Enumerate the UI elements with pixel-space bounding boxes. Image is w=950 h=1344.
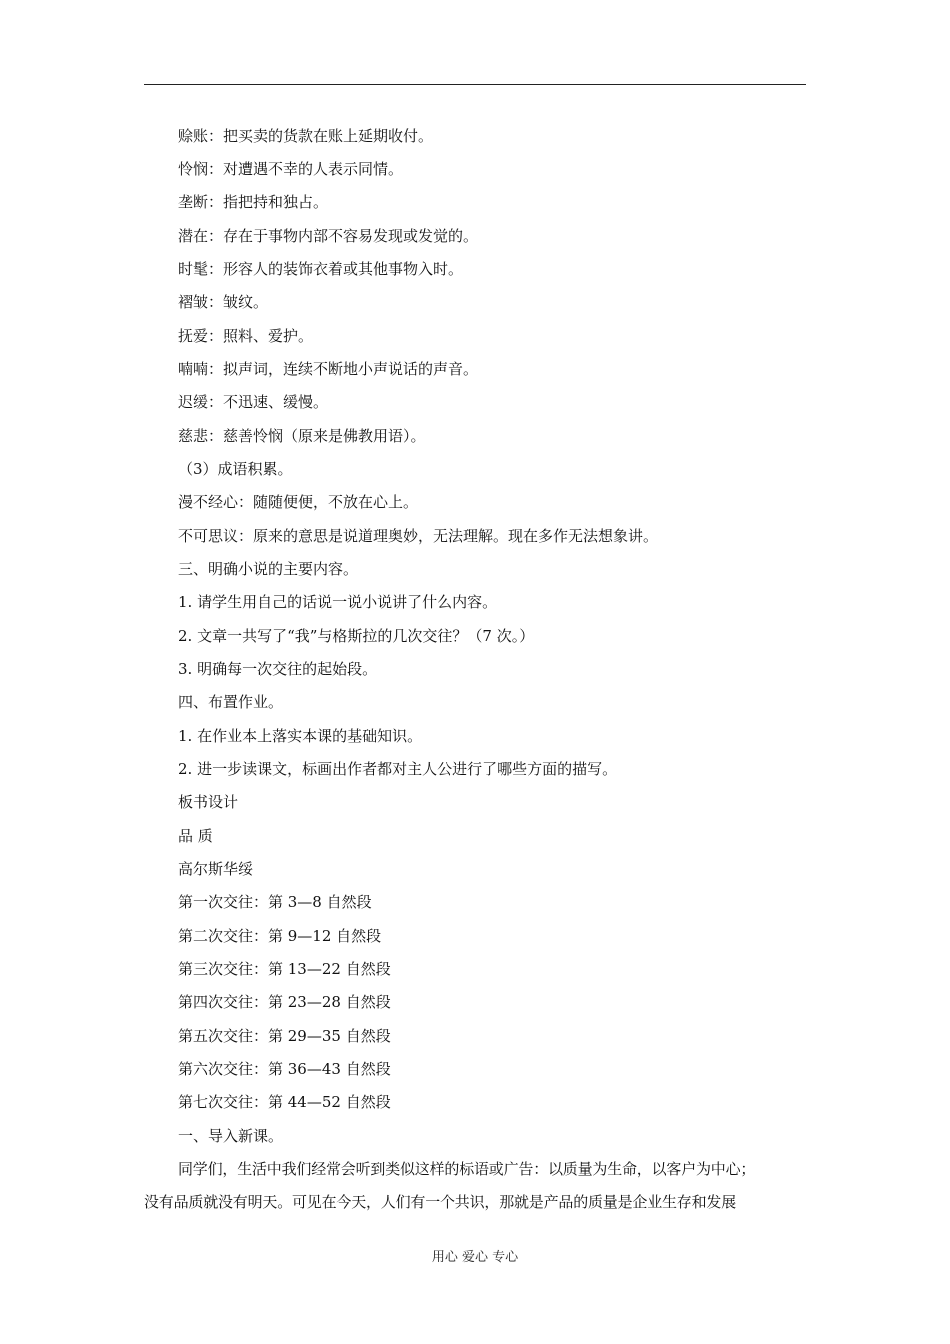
text-line: 第七次交往：第 44—52 自然段: [178, 1093, 391, 1111]
text-line: 褶皱：皱纹。: [178, 293, 269, 311]
text-line: 第三次交往：第 13—22 自然段: [178, 960, 391, 978]
text-line: 1. 请学生用自己的话说一说小说讲了什么内容。: [178, 593, 498, 611]
text-line: （3）成语积累。: [178, 460, 293, 478]
text-line: 潜在：存在于事物内部不容易发现或发觉的。: [178, 227, 479, 245]
text-line: 赊账：把买卖的货款在账上延期收付。: [178, 127, 434, 145]
text-line: 时髦：形容人的装饰衣着或其他事物入时。: [178, 260, 464, 278]
text-line: 2. 进一步读课文，标画出作者都对主人公进行了哪些方面的描写。: [178, 760, 618, 778]
text-line: 迟缓：不迅速、缓慢。: [178, 393, 329, 411]
text-line: 怜悯：对遭遇不幸的人表示同情。: [178, 160, 404, 178]
text-line: 抚爱：照料、爱护。: [178, 327, 314, 345]
text-line: 第二次交往：第 9—12 自然段: [178, 927, 382, 945]
text-line: 垄断：指把持和独占。: [178, 193, 329, 211]
text-line: 第四次交往：第 23—28 自然段: [178, 993, 391, 1011]
section-heading: 三、明确小说的主要内容。: [178, 560, 359, 578]
text-line: 喃喃：拟声词，连续不断地小声说话的声音。: [178, 360, 479, 378]
text-line: 漫不经心：随随便便，不放在心上。: [178, 493, 419, 511]
section-heading: 四、布置作业。: [178, 693, 284, 711]
section-heading: 一、导入新课。: [178, 1127, 284, 1145]
paragraph-line: 同学们，生活中我们经常会听到类似这样的标语或广告：以质量为生命，以客户为中心；: [178, 1160, 756, 1178]
text-line: 高尔斯华绥: [178, 860, 254, 878]
text-line: 2. 文章一共写了“我”与格斯拉的几次交往？（7 次。）: [178, 627, 535, 645]
header-rule: [144, 84, 806, 85]
text-line: 3. 明确每一次交往的起始段。: [178, 660, 378, 678]
paragraph-line: 没有品质就没有明天。可见在今天，人们有一个共识，那就是产品的质量是企业生存和发展: [144, 1193, 737, 1211]
text-line: 第五次交往：第 29—35 自然段: [178, 1027, 391, 1045]
page-footer: 用心 爱心 专心: [431, 1250, 519, 1265]
text-line: 第一次交往：第 3—8 自然段: [178, 893, 372, 911]
text-line: 不可思议：原来的意思是说道理奥妙，无法理解。现在多作无法想象讲。: [178, 527, 659, 545]
text-line: 1. 在作业本上落实本课的基础知识。: [178, 727, 423, 745]
text-line: 第六次交往：第 36—43 自然段: [178, 1060, 391, 1078]
text-line: 板书设计: [178, 793, 239, 811]
text-line: 慈悲：慈善怜悯（原来是佛教用语）。: [178, 427, 426, 445]
text-line: 品 质: [178, 827, 213, 845]
